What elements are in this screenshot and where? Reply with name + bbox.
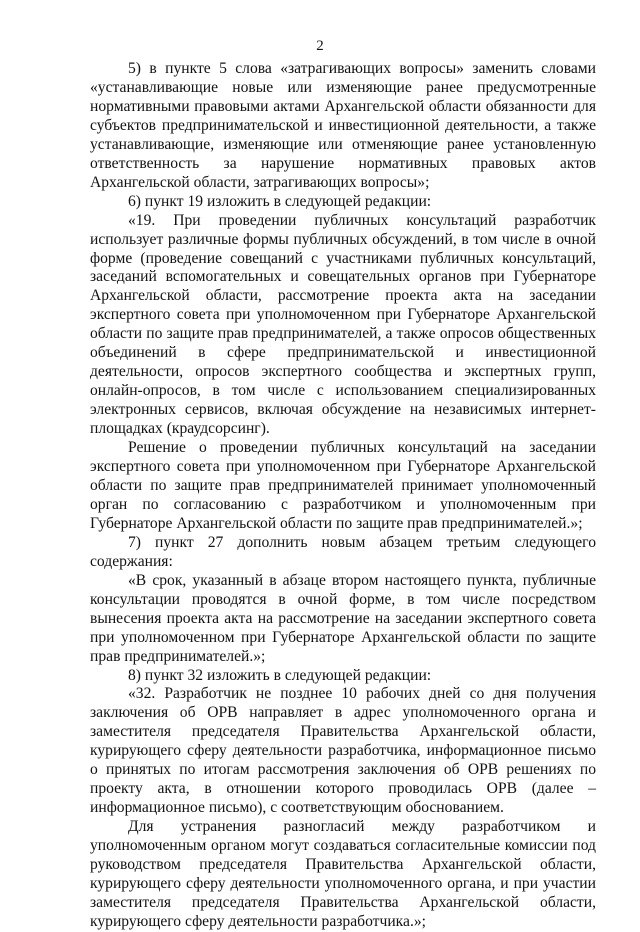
paragraph-point-19: «19. При проведении публичных консультаций разработчик использует различные формы публичных обсуждений, в том числе в очной форме (проведение совещаний с участниками публичных консультаций, заседаний вспомогательных и совещательных органов при Губернаторе Архангельской области, рассмотрение проекта акта на заседании экспертного совета при уполномоченном при Губернаторе Архангельской области по защите прав предпринимателей, а также опросов общественных объединений в сфере предпринимательской и инвестиционной деятельности, опросов экспертного сообщества и экспертных групп, онлайн-опросов, в том числе с использованием специализированных электронных сервисов, включая обсуждение на независимых интернет-площадках (краудсорсинг). [90,211,596,438]
page-number: 2 [316,38,324,54]
paragraph-decision-expert-council: Решение о проведении публичных консультаций на заседании экспертного совета при уполномоченном при Губернаторе Архангельской области по защите прав предпринимателей принимает уполномоченный орган по согласованию с разработчиком и уполномоченным при Губернаторе Архангельской области по защите прав предпринимателей.»; [90,439,596,532]
paragraph-item-8: 8) пункт 32 изложить в следующей редакции: [128,666,432,684]
paragraph-item-5: 5) в пункте 5 слова «затрагивающих вопросы» заменить словами «устанавливающие новые или изменяющие ранее предусмотренные нормативными правовыми актами Архангельской области обязанности для субъектов предпринимательской и инвестиционной деятельности, а также устанавливающие, изменяющие или отменяющие ранее установленную ответственность за нарушение нормативных правовых актов Архангельской области, затрагивающих вопросы»; [90,60,596,191]
paragraph-point-32: «32. Разработчик не позднее 10 рабочих дней со дня получения заключения об ОРВ направляет в адрес уполномоченного органа и заместителя председателя Правительства Архангельской области, курирующего сферу деятельности разработчика, информационное письмо о принятых по итогам рассмотрения заключения об ОРВ решениях по проекту акта, в отношении которого проводилась ОРВ (далее – информационное письмо), с соответствующим обоснованием. [90,685,596,817]
paragraph-disagreements: Для устранения разногласий между разработчиком и уполномоченным органом могут создаваться согласительные комиссии под руководством председателя Правительства Архангельской области, курирующего сферу деятельности уполномоченного органа, и при участии заместителя председателя Правительства Архангельской области, курирующего сферу деятельности разработчика.»; [90,818,596,930]
paragraph-item-6: 6) пункт 19 изложить в следующей редакции: [128,192,432,210]
paragraph-item-7: 7) пункт 27 дополнить новым абзацем третьим следующего содержания: [90,533,596,570]
document-body [90,60,596,932]
paragraph-new-abzac: «В срок, указанный в абзаце втором настоящего пункта, публичные консультации проводятся в очной форме, в том числе посредством вынесения проекта акта на рассмотрение на заседании экспертного совета при уполномоченном при Губернаторе Архангельской области по защите прав предпринимателей.»; [90,571,596,665]
